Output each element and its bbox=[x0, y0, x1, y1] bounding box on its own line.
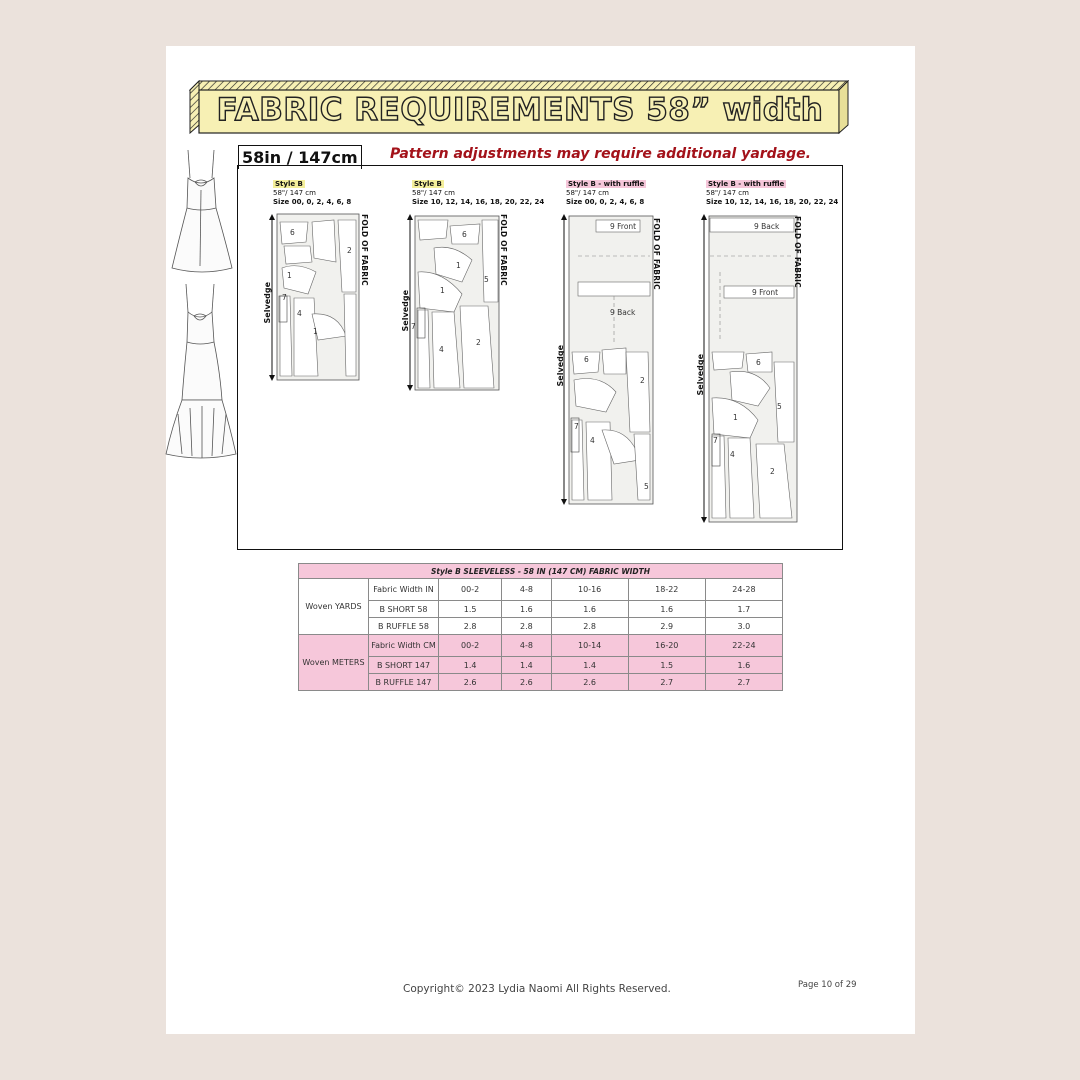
table-cell: 2.8 bbox=[502, 618, 551, 635]
piece-number-6: 6 bbox=[290, 228, 295, 237]
fold-label-4: FOLD OF FABRIC bbox=[793, 216, 802, 288]
size-header: 10-16 bbox=[551, 579, 628, 601]
woven-meters-label: Woven METERS bbox=[299, 635, 369, 691]
cutting-marker-2 bbox=[406, 212, 500, 392]
fabric-requirements-table bbox=[298, 563, 783, 691]
layout-label-4: Style B - with ruffle 58"/ 147 cm Size 10, 12, 14, 16, 18, 20, 22, 24 bbox=[706, 180, 839, 206]
table-row bbox=[299, 601, 783, 618]
size-header: 4-8 bbox=[502, 579, 551, 601]
piece-number-4: 4 bbox=[590, 436, 595, 445]
table-cell: 1.4 bbox=[502, 657, 551, 674]
table-cell: 3.0 bbox=[705, 618, 782, 635]
piece-front-label: 9 Front bbox=[610, 222, 637, 231]
piece-number-7: 7 bbox=[282, 293, 287, 302]
row-label: B SHORT 147 bbox=[369, 657, 439, 674]
table-row bbox=[299, 618, 783, 635]
piece-number-1: 1 bbox=[287, 271, 292, 280]
piece-back-label-2: 9 Back bbox=[754, 222, 780, 231]
size-header: 4-8 bbox=[502, 635, 551, 657]
table-cell: 2.7 bbox=[628, 674, 705, 691]
short-dress-illustration bbox=[168, 148, 236, 274]
yardage-note: Pattern adjustments may require additional yardage. bbox=[390, 146, 811, 162]
woven-yards-label: Woven YARDS bbox=[299, 579, 369, 635]
piece-number-2: 2 bbox=[476, 338, 481, 347]
fabric-width-in-label: Fabric Width IN bbox=[369, 579, 439, 601]
table-row bbox=[299, 674, 783, 691]
piece-number-1b: 1 bbox=[313, 327, 318, 336]
layout-label-1: Style B 58"/ 147 cm Size 00, 0, 2, 4, 6, 8 bbox=[273, 180, 352, 206]
selvedge-label-2: Selvedge bbox=[401, 290, 410, 332]
fold-label-3: FOLD OF FABRIC bbox=[652, 218, 661, 290]
ruffle-dress-illustration bbox=[164, 282, 238, 460]
fold-label-1: FOLD OF FABRIC bbox=[360, 214, 369, 286]
table-cell: 2.6 bbox=[439, 674, 502, 691]
row-label: B RUFFLE 58 bbox=[369, 618, 439, 635]
piece-number-7: 7 bbox=[574, 422, 579, 431]
row-label: B SHORT 58 bbox=[369, 601, 439, 618]
page-number: Page 10 of 29 bbox=[798, 980, 857, 990]
layout-label-2: Style B 58"/ 147 cm Size 10, 12, 14, 16, 18, 20, 22, 24 bbox=[412, 180, 545, 206]
cutting-marker-3 bbox=[560, 212, 656, 506]
piece-number-6: 6 bbox=[462, 230, 467, 239]
table-cell: 2.6 bbox=[551, 674, 628, 691]
piece-number-2: 2 bbox=[770, 467, 775, 476]
piece-number-5: 5 bbox=[484, 275, 489, 284]
size-header: 18-22 bbox=[628, 579, 705, 601]
piece-number-5: 5 bbox=[777, 402, 782, 411]
selvedge-label-4: Selvedge bbox=[696, 354, 705, 396]
piece-number-7: 7 bbox=[713, 436, 718, 445]
table-row bbox=[299, 657, 783, 674]
piece-number-4: 4 bbox=[297, 309, 302, 318]
piece-front-label-2: 9 Front bbox=[752, 288, 779, 297]
table-cell: 1.4 bbox=[551, 657, 628, 674]
fabric-width-label: 58in / 147cm bbox=[238, 145, 362, 169]
table-cell: 1.6 bbox=[705, 657, 782, 674]
table-caption: Style B SLEEVELESS - 58 IN (147 CM) FABRIC WIDTH bbox=[299, 564, 783, 579]
table-cell: 2.7 bbox=[705, 674, 782, 691]
piece-number-1b: 1 bbox=[440, 286, 445, 295]
table-cell: 1.7 bbox=[705, 601, 782, 618]
piece-number-6: 6 bbox=[756, 358, 761, 367]
piece-number-2: 2 bbox=[347, 246, 352, 255]
table-cell: 2.8 bbox=[439, 618, 502, 635]
table-cell: 1.6 bbox=[502, 601, 551, 618]
table-cell: 1.5 bbox=[628, 657, 705, 674]
selvedge-label-3: Selvedge bbox=[556, 345, 565, 387]
table-cell: 1.6 bbox=[551, 601, 628, 618]
size-header: 16-20 bbox=[628, 635, 705, 657]
table-cell: 1.4 bbox=[439, 657, 502, 674]
row-label: B RUFFLE 147 bbox=[369, 674, 439, 691]
piece-back-label: 9 Back bbox=[610, 308, 636, 317]
size-header: 00-2 bbox=[439, 579, 502, 601]
table-cell: 1.6 bbox=[628, 601, 705, 618]
table-cell: 2.9 bbox=[628, 618, 705, 635]
fabric-width-cm-label: Fabric Width CM bbox=[369, 635, 439, 657]
piece-number-4: 4 bbox=[439, 345, 444, 354]
size-header: 22-24 bbox=[705, 635, 782, 657]
copyright-notice: Copyright© 2023 Lydia Naomi All Rights Reserved. bbox=[403, 983, 671, 995]
size-header: 00-2 bbox=[439, 635, 502, 657]
piece-number-6: 6 bbox=[584, 355, 589, 364]
table-cell: 2.8 bbox=[551, 618, 628, 635]
cutting-marker-4 bbox=[700, 212, 800, 524]
piece-number-7: 7 bbox=[411, 322, 416, 331]
size-header: 10-14 bbox=[551, 635, 628, 657]
piece-number-1: 1 bbox=[456, 261, 461, 270]
size-header: 24-28 bbox=[705, 579, 782, 601]
piece-number-1: 1 bbox=[733, 413, 738, 422]
table-cell: 2.6 bbox=[502, 674, 551, 691]
selvedge-label-1: Selvedge bbox=[263, 282, 272, 324]
table-cell: 1.5 bbox=[439, 601, 502, 618]
piece-number-4: 4 bbox=[730, 450, 735, 459]
layout-label-3: Style B - with ruffle 58"/ 147 cm Size 00, 0, 2, 4, 6, 8 bbox=[566, 180, 645, 206]
piece-number-5: 5 bbox=[644, 482, 649, 491]
piece-number-2: 2 bbox=[640, 376, 645, 385]
fold-label-2: FOLD OF FABRIC bbox=[499, 214, 508, 286]
page-title: FABRIC REQUIREMENTS 58” width bbox=[216, 92, 824, 128]
